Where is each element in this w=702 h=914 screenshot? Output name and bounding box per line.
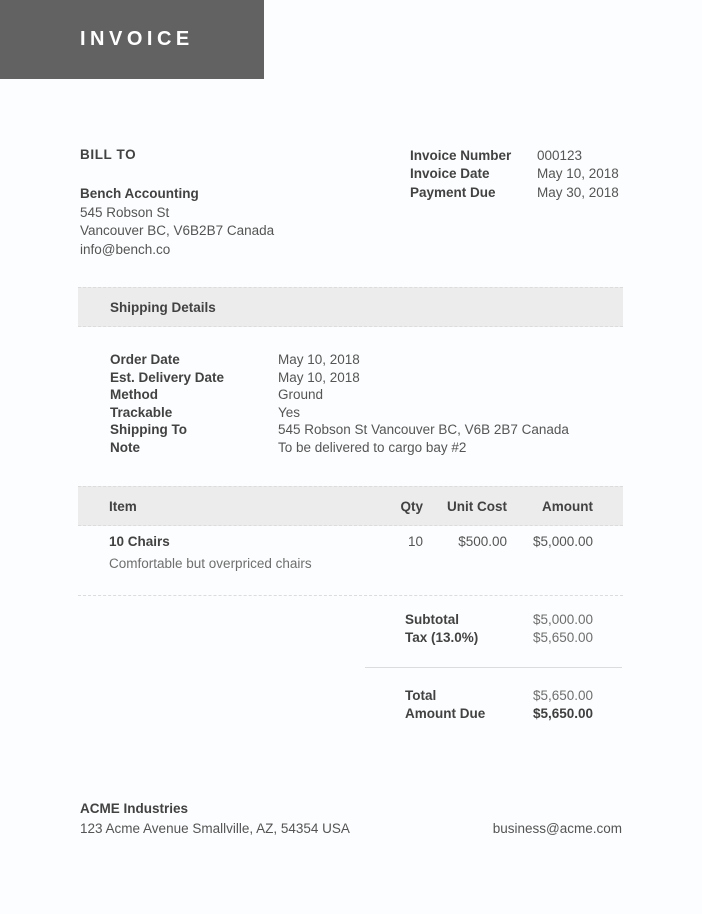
invoice-date-label: Invoice Date [410,166,490,182]
amount-due-label: Amount Due [405,706,486,722]
unit-cost-column-header: Unit Cost [447,498,507,514]
order-date-value: May 10, 2018 [278,352,360,367]
item-cell [78,533,363,573]
shipping-details-section [110,351,569,456]
shipping-to-label: Shipping To [110,422,187,437]
item-name: 10 Chairs [109,534,170,549]
bill-to-address-line2: Vancouver BC, V6B2B7 Canada [80,223,275,239]
footer-company-address: 123 Acme Avenue Smallville, AZ, 54354 USA [80,821,350,836]
items-section-divider [78,595,623,596]
trackable-value: Yes [278,404,301,420]
invoice-meta [410,147,619,202]
trackable-label: Trackable [110,404,173,420]
footer-company-name: ACME Industries [80,801,189,816]
shipping-to-value: 545 Robson St Vancouver BC, V6B 2B7 Canada [278,422,569,437]
bill-to-label: BILL TO [80,147,137,162]
item-description: Comfortable but overpriced chairs [109,556,312,571]
note-value: To be delivered to cargo bay #2 [278,439,467,455]
invoice-date-row [410,165,619,183]
method-label: Method [110,387,158,402]
total-block [405,687,593,724]
tax-row [405,629,593,647]
total-value: $5,650.00 [532,688,593,703]
bill-to-email: info@bench.co [80,241,171,257]
est-delivery-date-label: Est. Delivery Date [110,369,225,385]
invoice-number-value: 000123 [537,148,583,163]
shipping-details-header-bar [78,287,623,327]
order-date-label: Order Date [110,352,180,367]
footer-company-email: business@acme.com [492,821,622,836]
invoice-title-band [0,0,264,79]
page-title: INVOICE [80,28,194,50]
qty-column-header: Qty [400,498,423,514]
est-delivery-date-row [110,369,569,387]
shipping-details-title: Shipping Details [110,299,216,315]
tax-value: $5,650.00 [532,630,593,646]
invoice-date-value: May 10, 2018 [537,166,619,182]
item-unit-cost: $500.00 [458,534,507,549]
total-row [405,687,593,705]
total-label: Total [405,688,437,703]
invoice-number-label: Invoice Number [410,148,512,163]
amount-due-value: $5,650.00 [532,706,593,722]
bill-to-address-line1: 545 Robson St [80,204,170,220]
tax-label: Tax (13.0%) [405,630,479,646]
item-qty: 10 [407,534,423,549]
table-row [78,533,623,573]
items-table-header [78,486,623,526]
trackable-row [110,404,569,422]
est-delivery-date-value: May 10, 2018 [278,369,360,385]
subtotal-value: $5,000.00 [532,612,593,627]
payment-due-row [410,184,619,202]
subtotal-block [405,611,593,648]
item-amount: $5,000.00 [532,534,593,549]
method-value: Ground [278,387,324,402]
amount-column-header: Amount [542,498,593,514]
payment-due-label: Payment Due [410,184,496,200]
bill-to-section [80,147,274,259]
subtotal-row [405,611,593,629]
note-row [110,439,569,457]
note-label: Note [110,439,140,455]
invoice-number-row [410,147,619,165]
order-date-row [110,351,569,369]
shipping-to-row [110,421,569,439]
bill-to-name: Bench Accounting [80,186,199,201]
item-column-header: Item [109,498,137,514]
method-row [110,386,569,404]
payment-due-value: May 30, 2018 [537,184,619,200]
subtotal-label: Subtotal [405,612,459,627]
totals-divider [365,667,622,668]
amount-due-row [405,705,593,723]
